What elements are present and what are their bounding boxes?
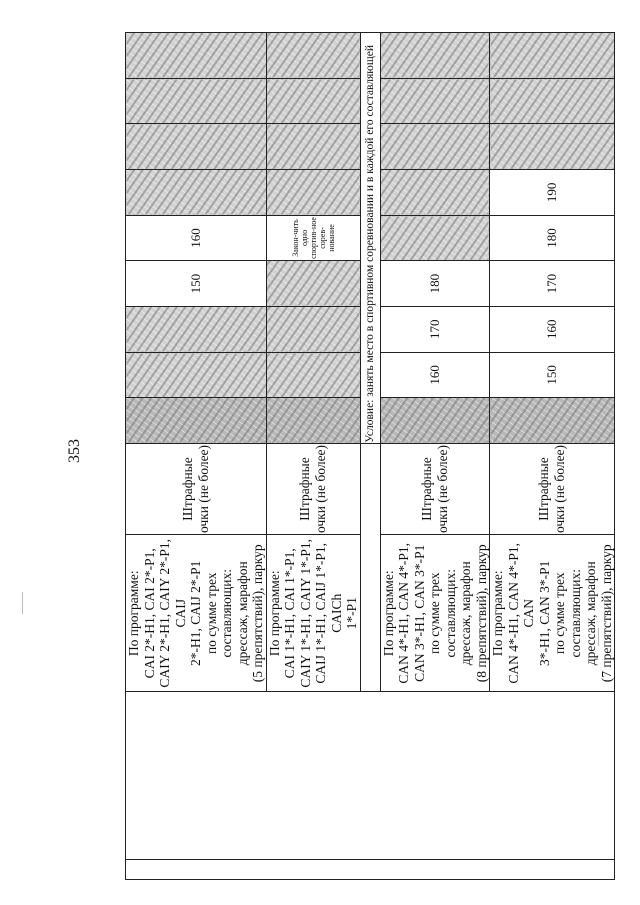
hatched-cell — [126, 124, 267, 170]
hatched-cell — [380, 215, 490, 261]
program-cell — [266, 535, 360, 692]
program-line: дрессаж, марафон — [583, 561, 598, 666]
value-cell: 160 — [380, 352, 490, 398]
value-cell: 160 — [490, 306, 615, 352]
program-line: дрессаж, марафон — [234, 561, 250, 666]
hatched-cell — [380, 170, 490, 216]
hatched-cell — [126, 398, 267, 444]
value-cell: 150 — [126, 261, 267, 307]
scan-artifact — [22, 592, 23, 614]
program-cell — [380, 535, 490, 692]
hatched-cell — [266, 33, 360, 79]
blank-cell — [126, 859, 615, 879]
blank-cell — [360, 443, 380, 692]
program-line: (8 препятствий), паркур — [473, 544, 489, 683]
hatched-cell — [490, 78, 615, 124]
program-cell — [490, 535, 615, 692]
condition-cell: Условие: занять место в спортивном соревновании и в каждой его составляющей — [360, 33, 380, 444]
hatched-cell — [266, 170, 360, 216]
program-line: (7 препятствий), паркур — [598, 544, 614, 683]
hatched-cell — [126, 352, 267, 398]
program-line: По программе: — [126, 570, 141, 657]
program-line: По программе: — [490, 570, 505, 657]
program-line: CAN 4*-H1, CAN 4*-P1, — [396, 542, 411, 684]
hatched-cell — [266, 261, 360, 307]
value-cell: 190 — [490, 170, 615, 216]
value-cell: 160 — [126, 215, 267, 261]
hatched-cell — [266, 78, 360, 124]
program-line: По программе: — [380, 570, 396, 657]
program-line: по сумме трех составляющих: — [203, 569, 234, 658]
program-line: дрессаж, марафон — [458, 561, 473, 666]
program-line: CAI 1*-H1, CAI 1*-P1, — [282, 548, 297, 679]
hatched-cell — [490, 33, 615, 79]
measure-cell: Штрафные очки (не более) — [266, 443, 360, 534]
page-number: 353 — [66, 439, 83, 463]
program-line: по сумме трех составляющих: — [552, 569, 583, 658]
program-line: CAI 2*-H1, CAI 2*-P1, — [141, 548, 157, 679]
value-cell: 150 — [490, 352, 615, 398]
hatched-cell — [126, 170, 267, 216]
value-cell: 180 — [490, 215, 615, 261]
value-cell: 180 — [380, 261, 490, 307]
program-line: 3*-H1, CAN 3*-P1 — [536, 560, 552, 666]
hatched-cell — [380, 398, 490, 444]
hatched-cell — [266, 398, 360, 444]
program-line: CAIY 2*-H1, CAIY 2*-P1, CAIJ — [157, 538, 188, 688]
program-line: 1*-P1 — [344, 597, 359, 630]
hatched-cell — [490, 124, 615, 170]
measure-cell: Штрафные очки (не более) — [490, 443, 615, 534]
hatched-cell — [490, 398, 615, 444]
hatched-cell — [380, 78, 490, 124]
program-line: по сумме трех составляющих: — [427, 569, 458, 658]
program-cell — [126, 535, 267, 692]
hatched-cell — [126, 78, 267, 124]
blank-cell — [126, 692, 615, 859]
table-row — [126, 33, 267, 880]
measure-cell: Штрафные очки (не более) — [126, 443, 267, 534]
hatched-cell — [380, 33, 490, 79]
standards-table — [125, 32, 615, 880]
program-line: (5 препятствий), паркур — [250, 544, 265, 683]
scan-artifact — [598, 628, 599, 646]
program-line: CAIY 1*-H1, CAIY 1*-P1, — [297, 538, 313, 688]
hatched-cell — [126, 33, 267, 79]
program-line: 2*-H1, CAIJ 2*-P1 — [188, 560, 203, 666]
rotated-table-wrapper — [125, 32, 614, 880]
program-line: CAIJ 1*-H1, CAIJ 1*-P1, CAICh — [313, 542, 344, 684]
value-cell: 170 — [380, 306, 490, 352]
hatched-cell — [126, 306, 267, 352]
hatched-cell — [380, 124, 490, 170]
program-line: CAN 4*-H1, CAN 4*-P1, CAN — [505, 542, 536, 684]
value-cell: 170 — [490, 261, 615, 307]
program-line: CAN 3*-H1, CAN 3*-P1 — [411, 544, 427, 682]
hatched-cell — [266, 352, 360, 398]
measure-cell: Штрафные очки (не более) — [380, 443, 490, 534]
hatched-cell — [266, 124, 360, 170]
program-line: По программе: — [266, 570, 282, 657]
hatched-cell — [266, 306, 360, 352]
note-cell: Закон-чить одно спортив-ное сорев-нование — [266, 215, 360, 261]
